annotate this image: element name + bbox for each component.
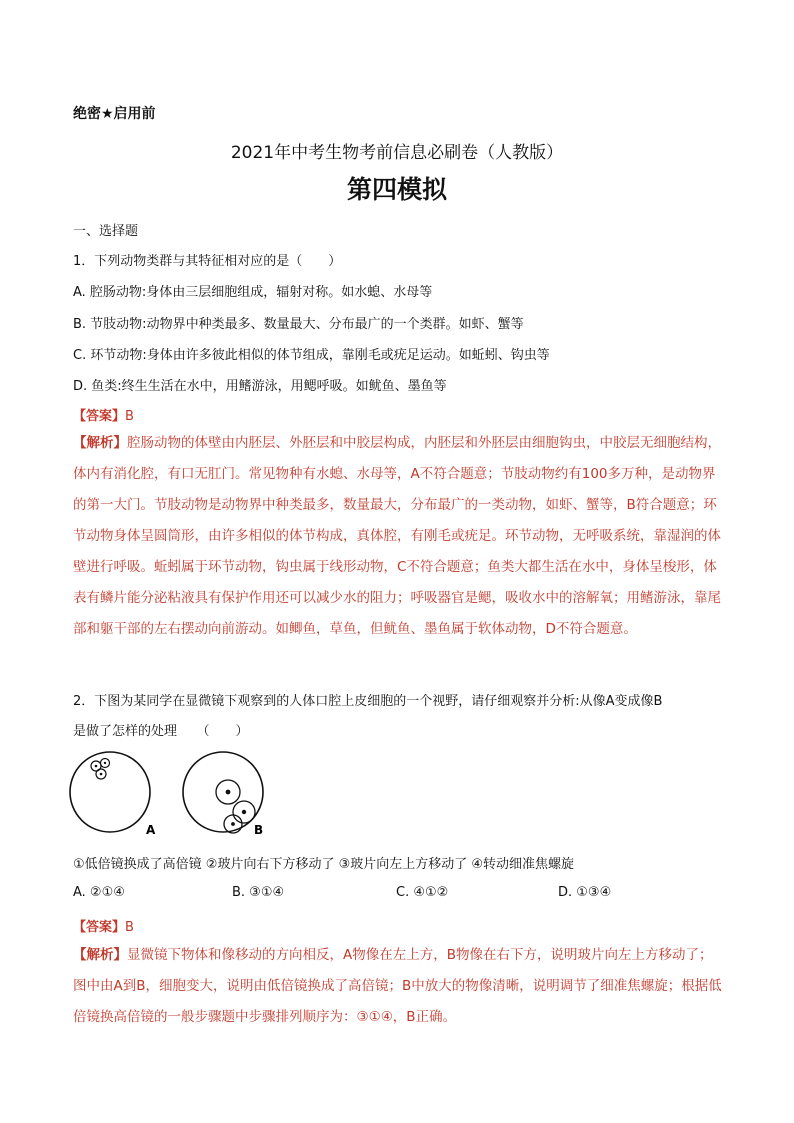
view-a-nucleus-1 bbox=[95, 765, 98, 768]
view-b-nucleus-1 bbox=[226, 790, 231, 795]
q1-option-c: C. 环节动物:身体由许多彼此相似的体节组成，靠刚毛或疣足运动。如蚯蚓、钩虫等 bbox=[73, 348, 550, 363]
exam-title: 2021年中考生物考前信息必刷卷（人教版） bbox=[230, 143, 564, 163]
q1-option-b: B. 节肢动物:动物界中种类最多、数量最大、分布最广的一个类群。如虾、蟹等 bbox=[73, 317, 524, 332]
microscope-figure bbox=[68, 748, 278, 840]
q2-option-b: B. ③①④ bbox=[232, 885, 285, 900]
section-heading: 一、选择题 bbox=[73, 224, 139, 239]
q1-answer-value: B bbox=[125, 409, 134, 424]
q2-answer bbox=[73, 916, 723, 935]
view-a bbox=[70, 752, 156, 837]
confidential-mark: 绝密★启用前 bbox=[73, 106, 156, 122]
q2-option-a: A. ②①④ bbox=[73, 885, 125, 900]
q1-answer-tag: 【答案】 bbox=[73, 409, 126, 424]
q1-option-d: D. 鱼类:终生生活在水中，用鳍游泳，用鳃呼吸。如鱿鱼、墨鱼等 bbox=[73, 379, 447, 394]
view-b bbox=[183, 752, 263, 837]
q1-stem: 1．下列动物类群与其特征相对应的是（ ） bbox=[73, 254, 342, 269]
q1-explanation bbox=[73, 428, 723, 676]
q1-explain-text: 腔肠动物的体壁由内胚层、外胚层和中胶层构成，内胚层和外胚层由细胞钩虫，中胶层无细胞结构，体内有消化腔，有口无肛门。常见物种有水螅、水母等，A不符合题意；节肢动物约有100多万种，是动物界的第一大门。节肢动物是动物界中种类最多，数量最大，分布最广的一类动物，如虾、蟹等，B符合题意；环节动物身体呈圆筒形，由许多相似的体节构成，真体腔，有刚毛或疣足。环节动物，无呼吸系统，靠湿润的体壁进行呼吸。蚯蚓属于环节动物，钩虫属于线形动物，C不符合题意；鱼类大都生活在水中，身体呈梭形，体表有鳞片能分泌粘液具有保护作用还可以减少水的阻力；呼吸器官是鳃，吸收水中的溶解氧；用鳍游泳，靠尾部和躯干部的左右摆动向前游动。如鲫鱼，草鱼，但鱿鱼、墨鱼属于软体动物，D不符合题意。 bbox=[73, 435, 721, 637]
q1-option-a: A. 腔肠动物:身体由三层细胞组成，辐射对称。如水螅、水母等 bbox=[73, 285, 433, 300]
q2-steps: ①低倍镜换成了高倍镜 ②玻片向右下方移动了 ③玻片向左上方移动了 ④转动细准焦螺旋 bbox=[73, 857, 575, 872]
q2-stem-line2: 是做了怎样的处理 （ ） bbox=[73, 724, 249, 739]
view-b-nucleus-2 bbox=[242, 810, 246, 814]
view-a-nucleus-2 bbox=[104, 762, 106, 764]
q2-explanation bbox=[73, 940, 723, 1036]
view-a-nucleus-3 bbox=[100, 773, 103, 776]
exam-subtitle: 第四模拟 bbox=[346, 175, 447, 204]
q2-answer-tag: 【答案】 bbox=[73, 920, 126, 935]
q2-option-c: C. ④①② bbox=[396, 885, 449, 900]
q2-explain-text: 显微镜下物体和像移动的方向相反，A物像在左上方，B物像在右下方，说明玻片向左上方移动了；图中由A到B，细胞变大，说明由低倍镜换成了高倍镜；B中放大的物像清晰，说明调节了细准焦螺旋；根据低倍镜换高倍镜的一般步骤题中步骤排列顺序为：③①④，B正确。 bbox=[73, 947, 722, 1025]
q2-stem-line1: 2．下图为某同学在显微镜下观察到的人体口腔上皮细胞的一个视野，请仔细观察并分析:从像A变成像B bbox=[73, 694, 663, 709]
q2-option-d: D. ①③④ bbox=[558, 885, 612, 900]
q2-explain-tag: 【解析】 bbox=[73, 947, 127, 963]
q1-answer bbox=[73, 405, 723, 424]
view-b-nucleus-3 bbox=[231, 822, 235, 826]
q1-explain-tag: 【解析】 bbox=[73, 435, 127, 451]
view-b-label: B bbox=[254, 823, 264, 837]
q2-answer-value: B bbox=[125, 920, 134, 935]
view-a-label: A bbox=[146, 823, 156, 837]
